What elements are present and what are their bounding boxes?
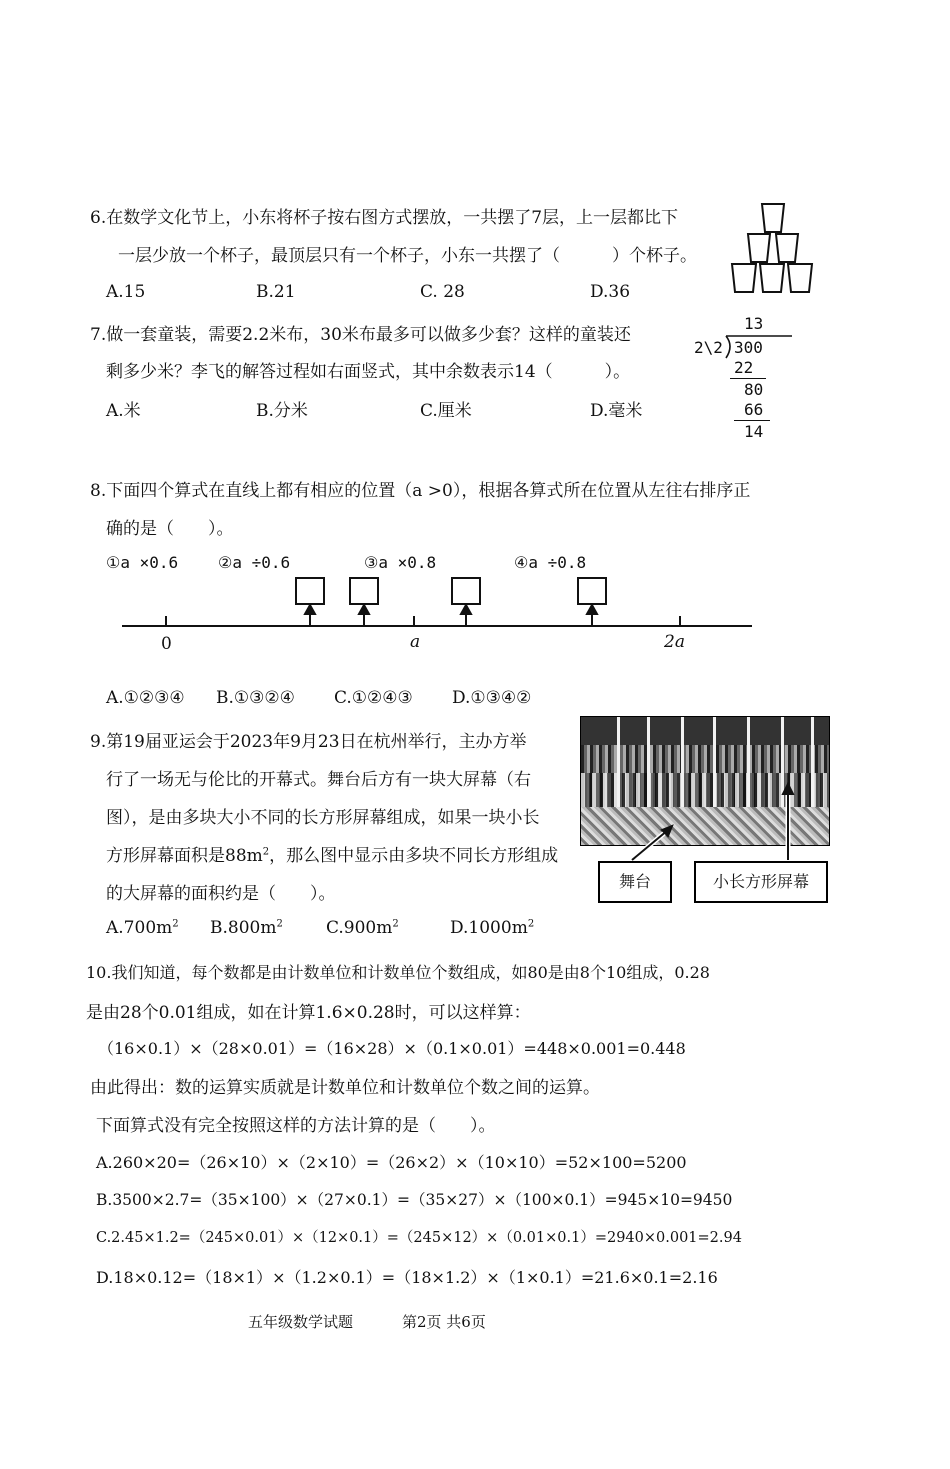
- q9-option-a[interactable]: $A.700m^2$: [106, 918, 179, 938]
- q9-line4a: 方形屏幕面积是88m: [106, 846, 263, 866]
- axis-label-2a: 2a: [664, 632, 685, 652]
- stage-label: 舞台: [598, 861, 672, 903]
- cup-top: [762, 204, 784, 232]
- division-step1: 22: [734, 358, 754, 377]
- q9-option-d[interactable]: $D.1000m^2$: [450, 918, 535, 938]
- q6-option-a[interactable]: A.15: [106, 282, 146, 302]
- q10-option-b[interactable]: B.3500×2.7=（35×100）×（27×0.1）=（35×27）×（100×0.1）=945×10=9450: [96, 1191, 733, 1209]
- number-line: [118, 574, 758, 636]
- division-divisor: 2\2: [694, 338, 723, 357]
- cup-mid-left: [748, 234, 770, 262]
- small-screen-label: 小长方形屏幕: [694, 861, 828, 903]
- answer-box-1: [296, 578, 324, 604]
- division-quotient: 13: [744, 314, 764, 333]
- q7-option-c[interactable]: C.厘米: [420, 401, 472, 421]
- division-step2: 80: [744, 380, 764, 399]
- division-rule1: [730, 378, 766, 379]
- q7-option-a[interactable]: A.米: [106, 401, 141, 421]
- q9-line3: 图），是由多块大小不同的长方形屏幕组成，如果一块小长: [106, 808, 540, 828]
- q7-line2b: ）。: [604, 362, 631, 382]
- q7-line1: 7.做一套童装，需要2.2米布，30米布最多可以做多少套？这样的童装还: [90, 325, 631, 345]
- q8-option-d[interactable]: D.①③④②: [452, 688, 532, 708]
- q9-option-b[interactable]: $B.800m^2$: [210, 918, 283, 938]
- answer-box-3: [452, 578, 480, 604]
- q8-expr-4: ④a ÷0.8: [514, 553, 587, 572]
- q10-option-d[interactable]: D.18×0.12=（18×1）×（1.2×0.1）=（18×1.2）×（1×0.1）=21.6×0.1=2.16: [96, 1268, 718, 1287]
- q6-option-c[interactable]: C. 28: [420, 282, 465, 302]
- q9-line4: [106, 841, 558, 866]
- q10-conclusion: 由此得出：数的运算实质就是计数单位和计数单位个数之间的运算。: [90, 1078, 600, 1098]
- q10-line1: 10.我们知道，每个数都是由计数单位和计数单位个数组成，如80是由8个10组成，0.28: [86, 963, 710, 982]
- cup-mid-right: [776, 234, 798, 262]
- q6-line2b: ）个杯子。: [612, 246, 697, 266]
- q7-line2a: 剩多少米？李飞的解答过程如右面竖式，其中余数表示14（: [106, 362, 553, 382]
- q8-expr-3: ③a ×0.8: [364, 553, 437, 572]
- cup-bottom-left: [732, 264, 756, 292]
- axis-label-0: 0: [161, 634, 172, 654]
- q6-option-d[interactable]: D.36: [590, 282, 631, 302]
- q10-option-c[interactable]: C.2.45×1.2=（245×0.01）×（12×0.1）=（245×12）×（0.01×0.1）=2940×0.001=2.94: [96, 1230, 742, 1246]
- photo-arrows: [580, 760, 828, 870]
- q7-line2: [106, 357, 630, 382]
- q6-option-b[interactable]: B.21: [256, 282, 296, 302]
- q8-option-a[interactable]: A.①②③④: [106, 688, 185, 708]
- stacked-cups-figure: [728, 200, 820, 296]
- q7-option-b[interactable]: B.分米: [256, 401, 308, 421]
- q10-option-a[interactable]: A.260×20=（26×10）×（2×10）=（26×2）×（10×10）=52×100=5200: [96, 1153, 687, 1172]
- q9-line2: 行了一场无与伦比的开幕式。舞台后方有一块大屏幕（右: [106, 770, 531, 790]
- q8-expr-1: ①a ×0.6: [106, 553, 179, 572]
- division-step3: 66: [744, 400, 764, 419]
- answer-box-4: [578, 578, 606, 604]
- q9-line1: 9.第19届亚运会于2023年9月23日在杭州举行，主办方举: [90, 732, 527, 752]
- q6-line2: [118, 241, 697, 266]
- q10-line2: 是由28个0.01组成，如在计算1.6×0.28时，可以这样算：: [86, 1003, 531, 1023]
- division-dividend: 300: [734, 338, 763, 357]
- q7-option-d[interactable]: D.毫米: [590, 401, 643, 421]
- q10-question: 下面算式没有完全按照这样的方法计算的是（ ）。: [96, 1116, 496, 1136]
- footer-page: 第2页 共6页: [402, 1313, 486, 1331]
- division-remainder: 14: [744, 422, 764, 441]
- q8-option-b[interactable]: B.①③②④: [216, 688, 295, 708]
- footer-subject: 五年级数学试题: [248, 1313, 354, 1331]
- q9-line4-sup: 2: [262, 846, 270, 858]
- q9-line5: 的大屏幕的面积约是（ ）。: [106, 884, 336, 904]
- q6-line2a: 一层少放一个杯子，最顶层只有一个杯子，小东一共摆了（: [118, 246, 560, 266]
- q9-line4b: ，那么图中显示由多块不同长方形组成: [269, 846, 559, 866]
- cup-bottom-mid: [760, 264, 784, 292]
- q8-line2: 确的是（ ）。: [106, 519, 234, 539]
- q9-option-c[interactable]: $C.900m^2$: [326, 918, 399, 938]
- answer-box-2: [350, 578, 378, 604]
- division-rule2: [734, 420, 770, 421]
- q6-line1: 6.在数学文化节上，小东将杯子按右图方式摆放，一共摆了7层，上一层都比下: [90, 208, 679, 228]
- q8-expr-2: ②a ÷0.6: [218, 553, 291, 572]
- q8-line1: 8.下面四个算式在直线上都有相应的位置（a >0），根据各算式所在位置从左往右排序正: [90, 481, 751, 501]
- q8-option-c[interactable]: C.①②④③: [334, 688, 413, 708]
- cup-bottom-right: [788, 264, 812, 292]
- q10-formula: （16×0.1）×（28×0.01）=（16×28）×（0.1×0.01）=448×0.001=0.448: [98, 1039, 686, 1058]
- axis-label-a: a: [410, 632, 421, 652]
